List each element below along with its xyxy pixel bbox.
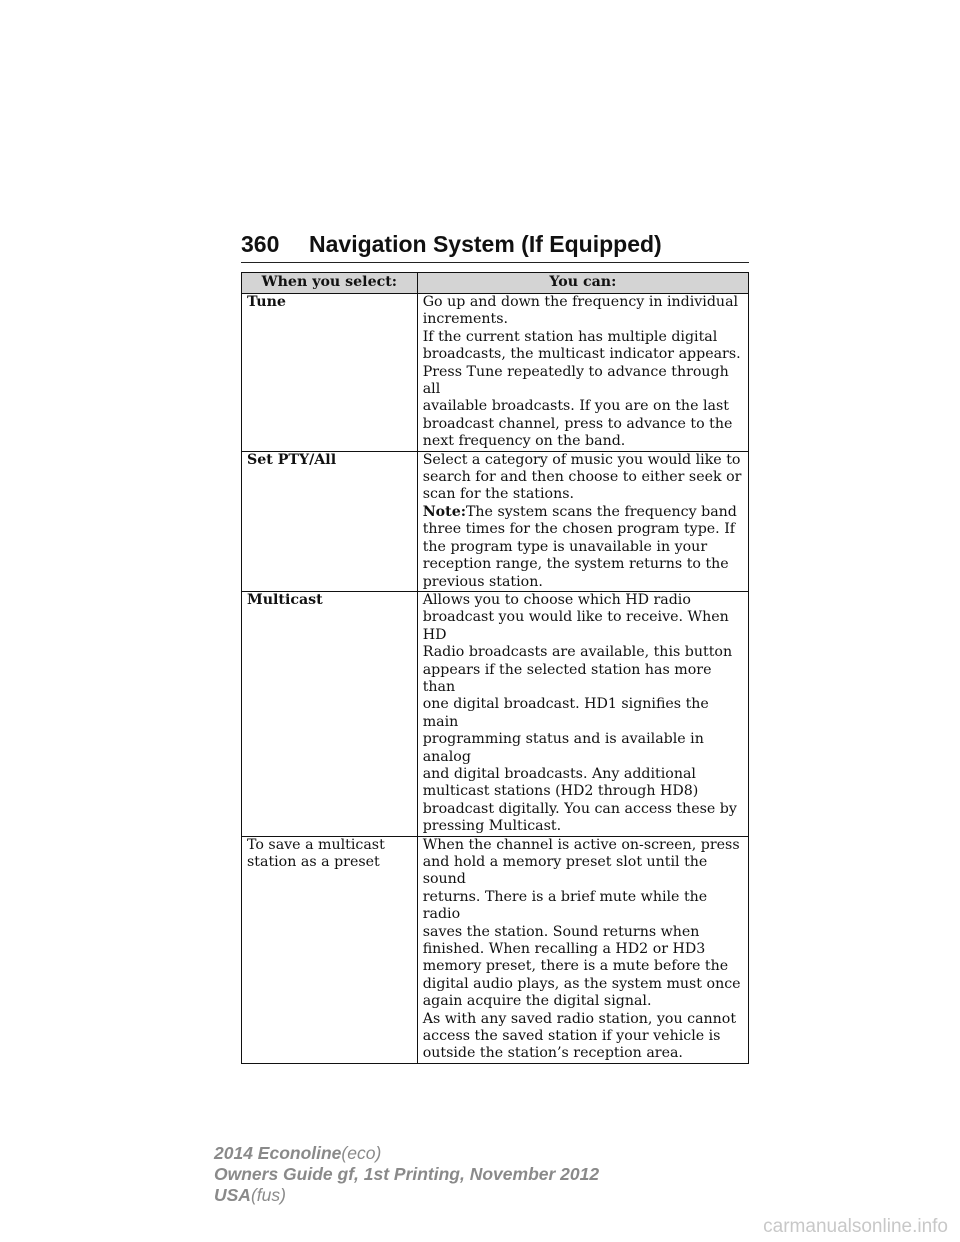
label-line: station as a preset bbox=[247, 854, 380, 870]
desc-line: returns. There is a brief mute while the radio bbox=[422, 888, 708, 923]
desc-line: saves the station. Sound returns when bbox=[422, 923, 700, 940]
desc-line: search for and then choose to either seek or bbox=[422, 469, 742, 486]
note-text: The system scans the frequency band bbox=[465, 503, 737, 520]
watermark: carmanualsonline.info bbox=[763, 1216, 948, 1237]
row-label-tune: Tune bbox=[247, 294, 286, 310]
desc-line: Press Tune repeatedly to advance through all bbox=[422, 363, 729, 398]
table-row-tune bbox=[242, 294, 749, 452]
footer-line-market bbox=[214, 1185, 599, 1206]
desc-line: broadcast digitally. You can access these by bbox=[422, 800, 737, 817]
desc-line: finished. When recalling a HD2 or HD3 bbox=[422, 941, 706, 958]
desc-line: Select a category of music you would like to bbox=[422, 451, 741, 468]
desc-line: previous station. bbox=[422, 573, 543, 590]
desc-line: reception range, the system returns to the bbox=[422, 556, 729, 573]
desc-line: one digital broadcast. HD1 signifies the main bbox=[422, 696, 709, 730]
desc-line: and digital broadcasts. Any additional bbox=[422, 765, 696, 782]
footer-line-printing: Owners Guide gf, 1st Printing, November 2012 bbox=[214, 1164, 600, 1184]
desc-line: If the current station has multiple digital bbox=[422, 328, 718, 345]
column-header-select: When you select: bbox=[242, 273, 418, 294]
table-row-set-pty bbox=[242, 451, 749, 591]
table-header-row bbox=[242, 273, 749, 294]
row-description-set-pty bbox=[417, 451, 748, 591]
footer-line-model bbox=[214, 1143, 599, 1164]
desc-line: broadcast you would like to receive. When HD bbox=[422, 609, 729, 643]
desc-line: Radio broadcasts are available, this button bbox=[422, 644, 733, 661]
desc-line: digital audio plays, as the system must once bbox=[422, 975, 741, 992]
footer-model-code: (eco) bbox=[341, 1143, 382, 1163]
footer-market: USA bbox=[214, 1185, 251, 1205]
row-label-multicast: Multicast bbox=[247, 591, 323, 608]
note-line bbox=[423, 504, 744, 521]
desc-line: outside the station’s reception area. bbox=[422, 1045, 683, 1062]
table-row-multicast bbox=[242, 591, 749, 836]
desc-line: appears if the selected station has more than bbox=[422, 661, 712, 695]
desc-line: broadcast channel, press to advance to the bbox=[422, 415, 733, 432]
note-label: Note: bbox=[422, 503, 466, 520]
desc-line: again acquire the digital signal. bbox=[422, 993, 652, 1010]
column-header-can: You can: bbox=[417, 273, 748, 294]
desc-line: memory preset, there is a mute before the bbox=[422, 958, 729, 975]
table-row-save-preset bbox=[242, 836, 749, 1063]
row-label-save-preset bbox=[242, 836, 418, 1063]
desc-line: three times for the chosen program type. If bbox=[422, 521, 736, 538]
desc-line: broadcasts, the multicast indicator appears. bbox=[422, 346, 741, 363]
desc-line: access the saved station if your vehicle is bbox=[422, 1028, 721, 1045]
desc-line: and hold a memory preset slot until the sound bbox=[422, 854, 708, 888]
desc-line: As with any saved radio station, you cannot bbox=[422, 1010, 737, 1027]
footer-market-code: (fus) bbox=[250, 1185, 286, 1205]
row-description-multicast bbox=[417, 591, 748, 836]
row-description-tune bbox=[417, 294, 748, 452]
desc-line: available broadcasts. If you are on the last bbox=[422, 398, 729, 415]
section-title: Navigation System (If Equipped) bbox=[309, 231, 662, 257]
desc-line: Go up and down the frequency in individual bbox=[422, 294, 739, 310]
radio-options-table bbox=[241, 272, 749, 1064]
desc-line: When the channel is active on-screen, press bbox=[422, 836, 740, 853]
page-header bbox=[241, 228, 749, 263]
desc-line: pressing Multicast. bbox=[422, 818, 562, 835]
desc-line: scan for the stations. bbox=[422, 486, 575, 503]
footer-model: 2014 Econoline bbox=[214, 1143, 342, 1163]
desc-line: programming status and is available in analog bbox=[422, 731, 704, 765]
label-line: To save a multicast bbox=[247, 836, 385, 853]
desc-line: increments. bbox=[422, 311, 508, 328]
desc-line: the program type is unavailable in your bbox=[422, 538, 708, 555]
desc-line: next frequency on the band. bbox=[422, 433, 626, 450]
desc-line: multicast stations (HD2 through HD8) bbox=[422, 783, 699, 800]
desc-line: Allows you to choose which HD radio bbox=[422, 591, 691, 608]
page-number: 360 bbox=[241, 231, 280, 257]
row-label-set-pty: Set PTY/All bbox=[247, 451, 337, 468]
row-description-save-preset bbox=[417, 836, 748, 1063]
document-footer bbox=[214, 1143, 599, 1206]
